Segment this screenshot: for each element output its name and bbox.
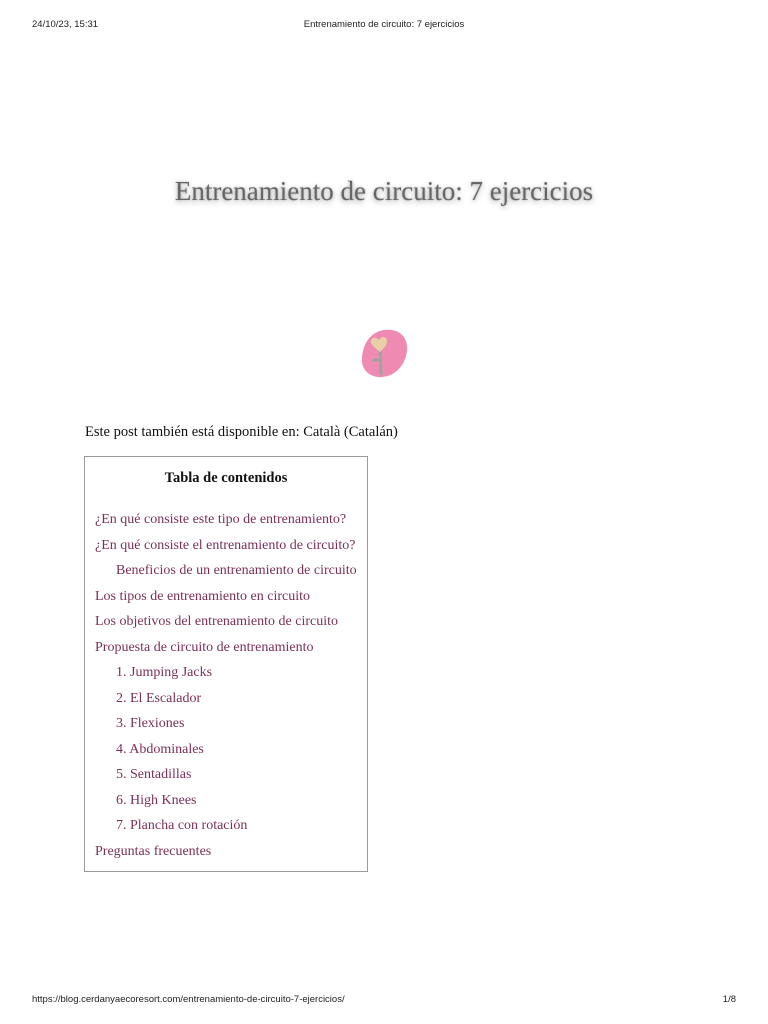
- toc-link[interactable]: 2. El Escalador: [116, 690, 202, 706]
- toc-link[interactable]: 6. High Knees: [116, 792, 197, 808]
- print-datetime: 24/10/23, 15:31: [32, 19, 99, 30]
- page-title: Entrenamiento de circuito: 7 ejercicios: [174, 176, 594, 206]
- toc-link[interactable]: Preguntas frecuentes: [95, 843, 212, 859]
- toc-title: Tabla de contenidos: [164, 470, 288, 486]
- print-page-number: 1/8: [722, 994, 736, 1005]
- toc-link[interactable]: Los objetivos del entrenamiento de circuito: [95, 614, 338, 629]
- print-doc-title: Entrenamiento de circuito: 7 ejercicios: [303, 19, 465, 30]
- table-of-contents: [84, 456, 368, 872]
- toc-list: [95, 511, 367, 868]
- print-url: https://blog.cerdanyaecoresort.com/entrenamiento-de-circuito-7-ejercicios/: [32, 994, 345, 1005]
- print-header: [32, 19, 736, 33]
- toc-link[interactable]: 5. Sentadillas: [116, 767, 192, 782]
- toc-link[interactable]: Beneficios de un entrenamiento de circuito: [116, 563, 357, 578]
- toc-link[interactable]: ¿En qué consiste este tipo de entrenamiento?: [95, 512, 347, 527]
- language-notice[interactable]: Este post también está disponible en: Català (Catalán): [85, 424, 398, 440]
- toc-link[interactable]: 4. Abdominales: [116, 741, 204, 757]
- toc-link[interactable]: 1. Jumping Jacks: [116, 665, 213, 680]
- toc-link[interactable]: 3. Flexiones: [116, 716, 185, 731]
- toc-link[interactable]: ¿En qué consiste el entrenamiento de circuito?: [95, 537, 356, 553]
- toc-link[interactable]: Los tipos de entrenamiento en circuito: [95, 588, 310, 604]
- toc-link[interactable]: Propuesta de circuito de entrenamiento: [95, 639, 314, 655]
- toc-link[interactable]: 7. Plancha con rotación: [116, 818, 248, 833]
- print-footer: [32, 994, 736, 1008]
- heart-flower-icon: [358, 328, 410, 380]
